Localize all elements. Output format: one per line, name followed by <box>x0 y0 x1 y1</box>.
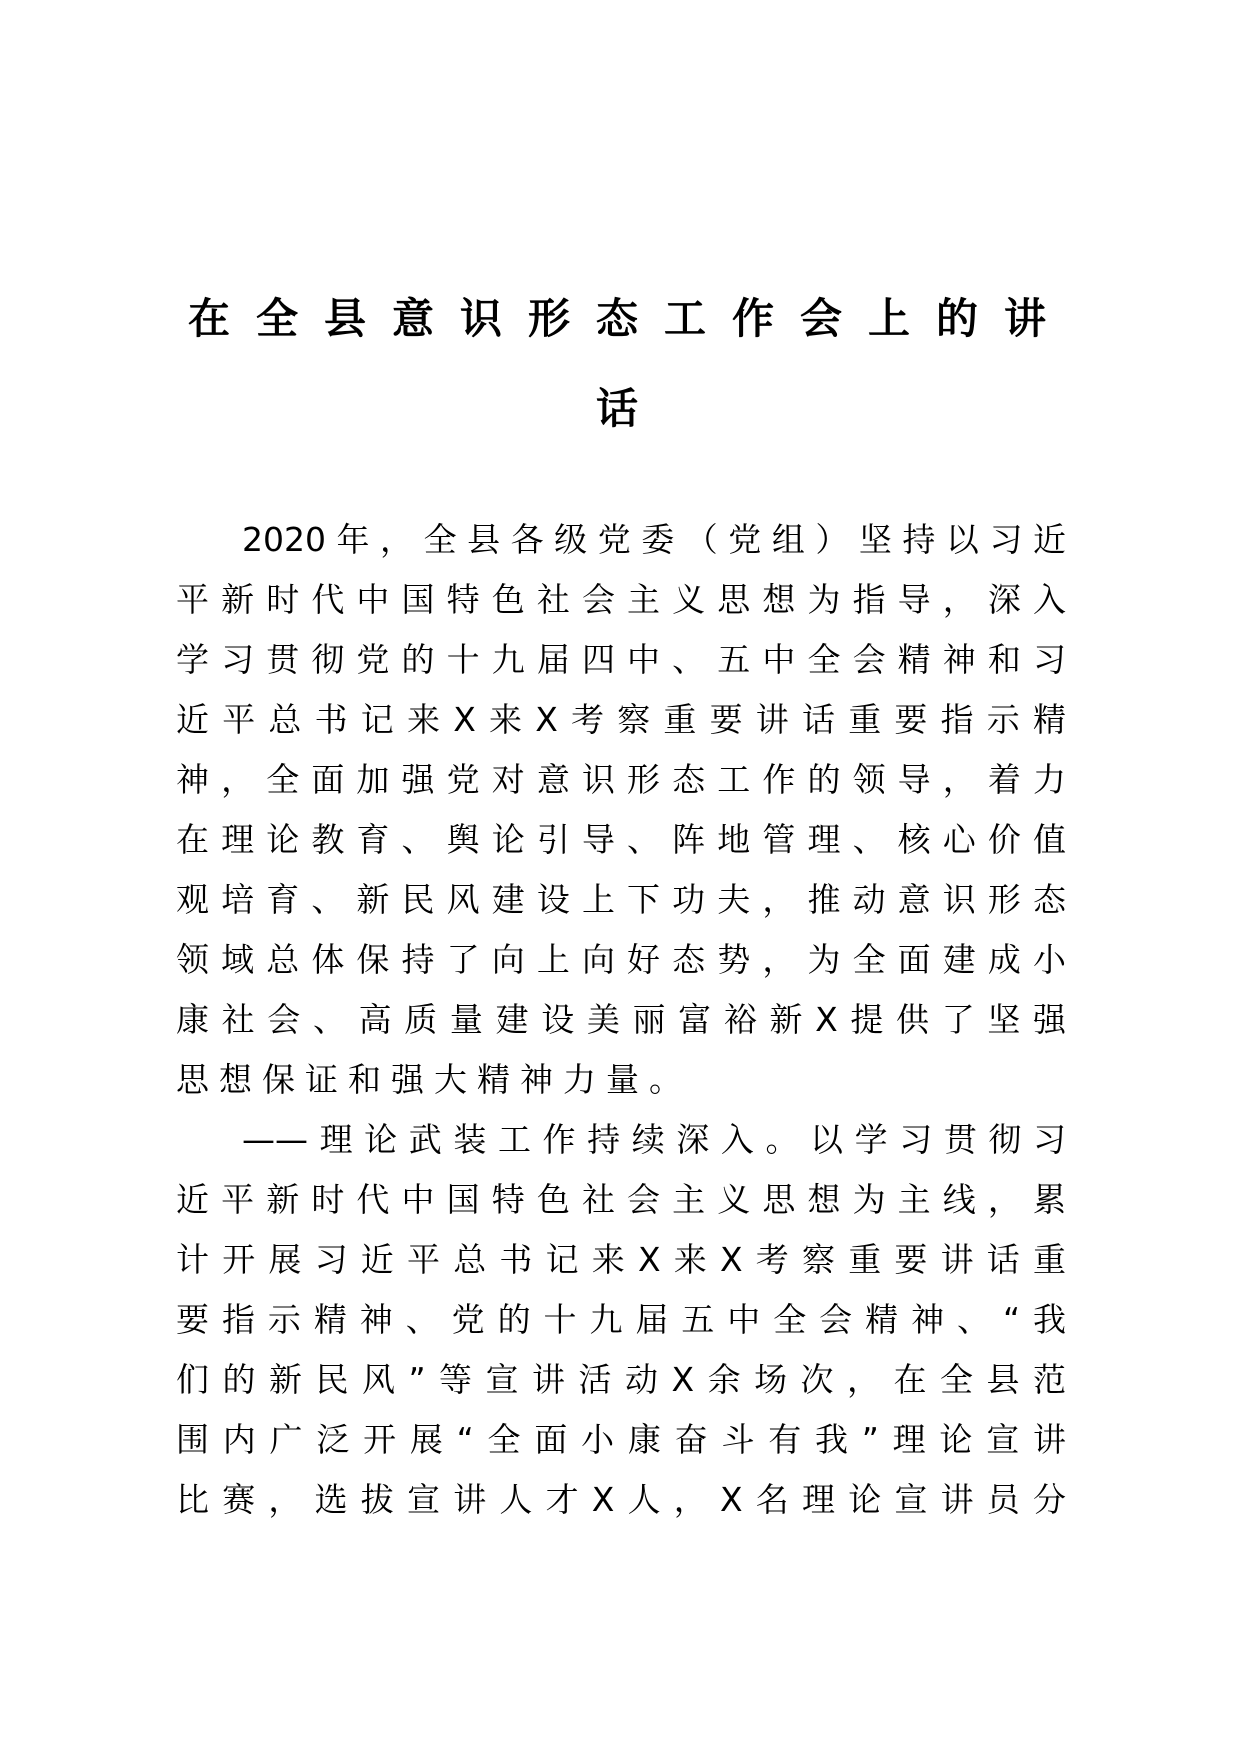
document-title-line-1: 在全县意识形态工作会上的讲 <box>188 294 1046 343</box>
paragraph-theory <box>176 1110 1066 1530</box>
text-line: 计开展习近平总书记来X来X考察重要讲话重 <box>176 1240 1066 1279</box>
text-line: 神，全面加强党对意识形态工作的领导，着力 <box>176 760 1066 799</box>
text-line: 在理论教育、舆论引导、阵地管理、核心价值 <box>176 820 1066 859</box>
text-line: ——理论武装工作持续深入。以学习贯彻习 <box>242 1120 1066 1159</box>
text-line: 领域总体保持了向上向好态势，为全面建成小 <box>176 940 1066 979</box>
text-line: 近平新时代中国特色社会主义思想为主线，累 <box>176 1180 1066 1219</box>
text-line: 要指示精神、党的十九届五中全会精神、“我 <box>176 1300 1066 1339</box>
text-line: 平新时代中国特色社会主义思想为指导，深入 <box>176 580 1066 619</box>
text-line: 近平总书记来X来X考察重要讲话重要指示精 <box>176 700 1066 739</box>
document-title-line-2: 话 <box>595 384 638 433</box>
text-line: 康社会、高质量建设美丽富裕新X提供了坚强 <box>176 1000 1066 1039</box>
text-line: 观培育、新民风建设上下功夫，推动意识形态 <box>176 880 1066 919</box>
text-line: 2020年，全县各级党委（党组）坚持以习近 <box>242 520 1066 559</box>
text-line: 思想保证和强大精神力量。 <box>176 1060 692 1099</box>
text-line: 学习贯彻党的十九届四中、五中全会精神和习 <box>176 640 1066 679</box>
paragraph-summary <box>176 510 1066 1110</box>
text-line: 围内广泛开展“全面小康奋斗有我”理论宣讲 <box>176 1420 1066 1459</box>
text-line: 比赛，选拔宣讲人才X人，X名理论宣讲员分 <box>176 1480 1066 1519</box>
text-line: 们的新民风”等宣讲活动X余场次，在全县范 <box>176 1360 1066 1399</box>
